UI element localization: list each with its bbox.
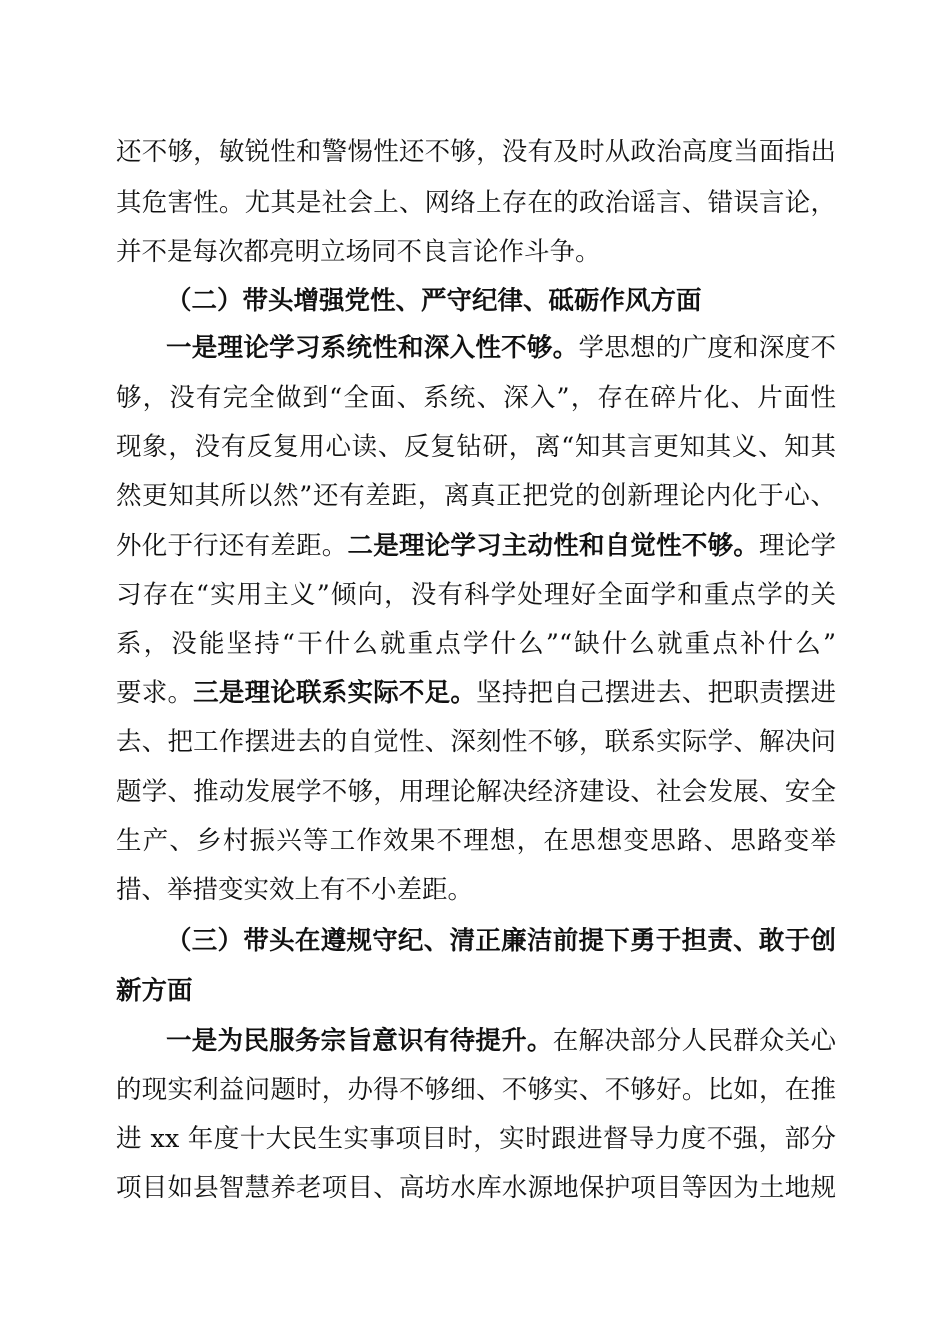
paragraph-line: 够，没有完全做到“全面、系统、深入”，存在碎片化、片面性 <box>116 383 836 413</box>
paragraph-line: 并不是每次都亮明立场同不良言论作斗争。 <box>116 237 601 267</box>
paragraph-line: 项目如县智慧养老项目、高坊水库水源地保护项目等因为土地规 <box>116 1173 836 1203</box>
paragraph-line: 还不够，敏锐性和警惕性还不够，没有及时从政治高度当面指出 <box>116 137 836 167</box>
paragraph-line: 习存在“实用主义”倾向，没有科学处理好全面学和重点学的关 <box>116 580 836 610</box>
paragraph-line: 要求。三是理论联系实际不足。坚持把自己摆进去、把职责摆进 <box>116 678 836 708</box>
paragraph-line: 进 xx 年度十大民生实事项目时，实时跟进督导力度不强，部分 <box>116 1124 836 1154</box>
section-heading-3-cont: 新方面 <box>116 976 193 1006</box>
paragraph-line: 现象，没有反复用心读、反复钻研，离“知其言更知其义、知其 <box>116 432 836 462</box>
paragraph-line: 其危害性。尤其是社会上、网络上存在的政治谣言、错误言论， <box>116 188 836 218</box>
point-heading-3: 三是理论联系实际不足。 <box>193 678 477 708</box>
paragraph-line: 一是为民服务宗旨意识有待提升。在解决部分人民群众关心 <box>166 1026 836 1056</box>
paragraph-line: 题学、推动发展学不够，用理论解决经济建设、社会发展、安全 <box>116 777 836 807</box>
section-heading-2: （二）带头增强党性、严守纪律、砥砺作风方面 <box>166 286 702 316</box>
point-heading-4: 一是为民服务宗旨意识有待提升。 <box>166 1026 553 1056</box>
paragraph-line: 生产、乡村振兴等工作效果不理想，在思想变思路、思路变举 <box>116 826 836 856</box>
paragraph-line: 一是理论学习系统性和深入性不够。学思想的广度和深度不 <box>166 333 836 363</box>
paragraph-line: 去、把工作摆进去的自觉性、深刻性不够，联系实际学、解决问 <box>116 727 836 757</box>
section-heading-3: （三）带头在遵规守纪、清正廉洁前提下勇于担责、敢于创 <box>166 926 836 956</box>
paragraph-line: 外化于行还有差距。二是理论学习主动性和自觉性不够。理论学 <box>116 531 836 561</box>
point-heading-2: 二是理论学习主动性和自觉性不够。 <box>347 531 760 561</box>
paragraph-line: 措、举措变实效上有不小差距。 <box>116 875 474 905</box>
paragraph-line: 然更知其所以然”还有差距，离真正把党的创新理论内化于心、 <box>116 481 836 511</box>
paragraph-line: 的现实利益问题时，办得不够细、不够实、不够好。比如，在推 <box>116 1075 836 1105</box>
paragraph-line: 系，没能坚持“干什么就重点学什么”“缺什么就重点补什么” <box>116 629 836 659</box>
point-heading-1: 一是理论学习系统性和深入性不够。 <box>166 333 579 363</box>
